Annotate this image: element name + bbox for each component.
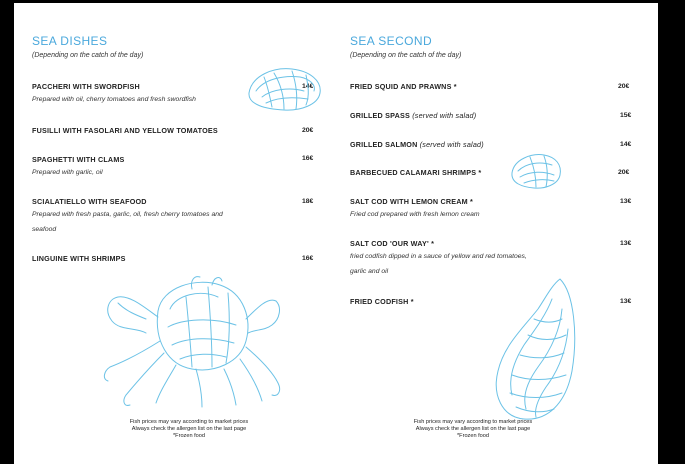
menu-item-name <box>350 140 484 149</box>
sea-dishes-title: SEA DISHES <box>32 34 108 48</box>
menu-item-price: 13€ <box>620 198 632 205</box>
menu-item-name: PACCHERI WITH SWORDFISH <box>32 82 140 91</box>
footer-line: Always check the allergen list on the last page <box>131 426 247 432</box>
menu-item-price: 18€ <box>302 198 314 205</box>
scallop-shell-illustration <box>508 151 564 191</box>
menu-item-description: garlic and oil <box>350 268 389 275</box>
menu-item-name <box>350 111 476 120</box>
menu-item-name: FUSILLI WITH FASOLARI AND YELLOW TOMATOES <box>32 126 218 135</box>
menu-item-name: FRIED SQUID AND PRAWNS * <box>350 82 457 91</box>
footer-line: Always check the allergen list on the last page <box>415 426 531 432</box>
menu-item-description: fried codfish dipped in a sauce of yellow and red tomatoes, <box>350 253 527 260</box>
menu-item-price: 20€ <box>618 169 630 176</box>
sea-second-subtitle: (Depending on the catch of the day) <box>350 52 462 59</box>
menu-item-description: Prepared with fresh pasta, garlic, oil, fresh cherry tomatoes and <box>32 211 223 218</box>
footer-line: Fish prices may vary according to market prices <box>413 419 533 425</box>
menu-item-name: SCIALATIELLO WITH SEAFOOD <box>32 197 147 206</box>
footer-line: *Frozen food <box>172 433 206 439</box>
menu-item-name: SALT COD 'OUR WAY' * <box>350 239 435 248</box>
menu-item-name: SPAGHETTI WITH CLAMS <box>32 155 125 164</box>
menu-item-description: Fried cod prepared with fresh lemon cream <box>350 211 480 218</box>
menu-item-name: LINGUINE WITH SHRIMPS <box>32 254 126 263</box>
menu-item-price: 14€ <box>620 141 632 148</box>
footer-line: Fish prices may vary according to market prices <box>129 419 249 425</box>
sea-dishes-subtitle: (Depending on the catch of the day) <box>32 52 144 59</box>
menu-item-price: 13€ <box>620 240 632 247</box>
menu-item-price: 13€ <box>620 298 632 305</box>
clam-shell-illustration <box>244 65 326 115</box>
crab-illustration <box>96 267 286 409</box>
footer-line: *Frozen food <box>456 433 490 439</box>
item-note: (served with salad) <box>419 140 484 149</box>
menu-item-price: 16€ <box>302 155 314 162</box>
menu-item-description: seafood <box>32 226 57 233</box>
menu-item-price: 20€ <box>618 83 630 90</box>
menu-item-description: Prepared with garlic, oil <box>32 169 103 176</box>
menu-item-description: Prepared with oil, cherry tomatoes and fresh swordfish <box>32 96 196 103</box>
menu-item-price: 15€ <box>620 112 632 119</box>
menu-item-price: 16€ <box>302 255 314 262</box>
item-note: (served with salad) <box>412 111 477 120</box>
menu-item-price: 14€ <box>302 83 314 90</box>
sea-second-title: SEA SECOND <box>350 34 433 48</box>
menu-item-price: 20€ <box>302 127 314 134</box>
menu-item-name: BARBECUED CALAMARI SHRIMPS * <box>350 168 482 177</box>
menu-footer-note <box>104 419 274 440</box>
item-title: GRILLED SPASS <box>350 111 410 120</box>
menu-item-name: SALT COD WITH LEMON CREAM * <box>350 197 474 206</box>
oyster-illustration <box>490 275 582 425</box>
menu-item-name: FRIED CODFISH * <box>350 297 414 306</box>
item-title: GRILLED SALMON <box>350 140 418 149</box>
menu-page <box>14 3 658 464</box>
